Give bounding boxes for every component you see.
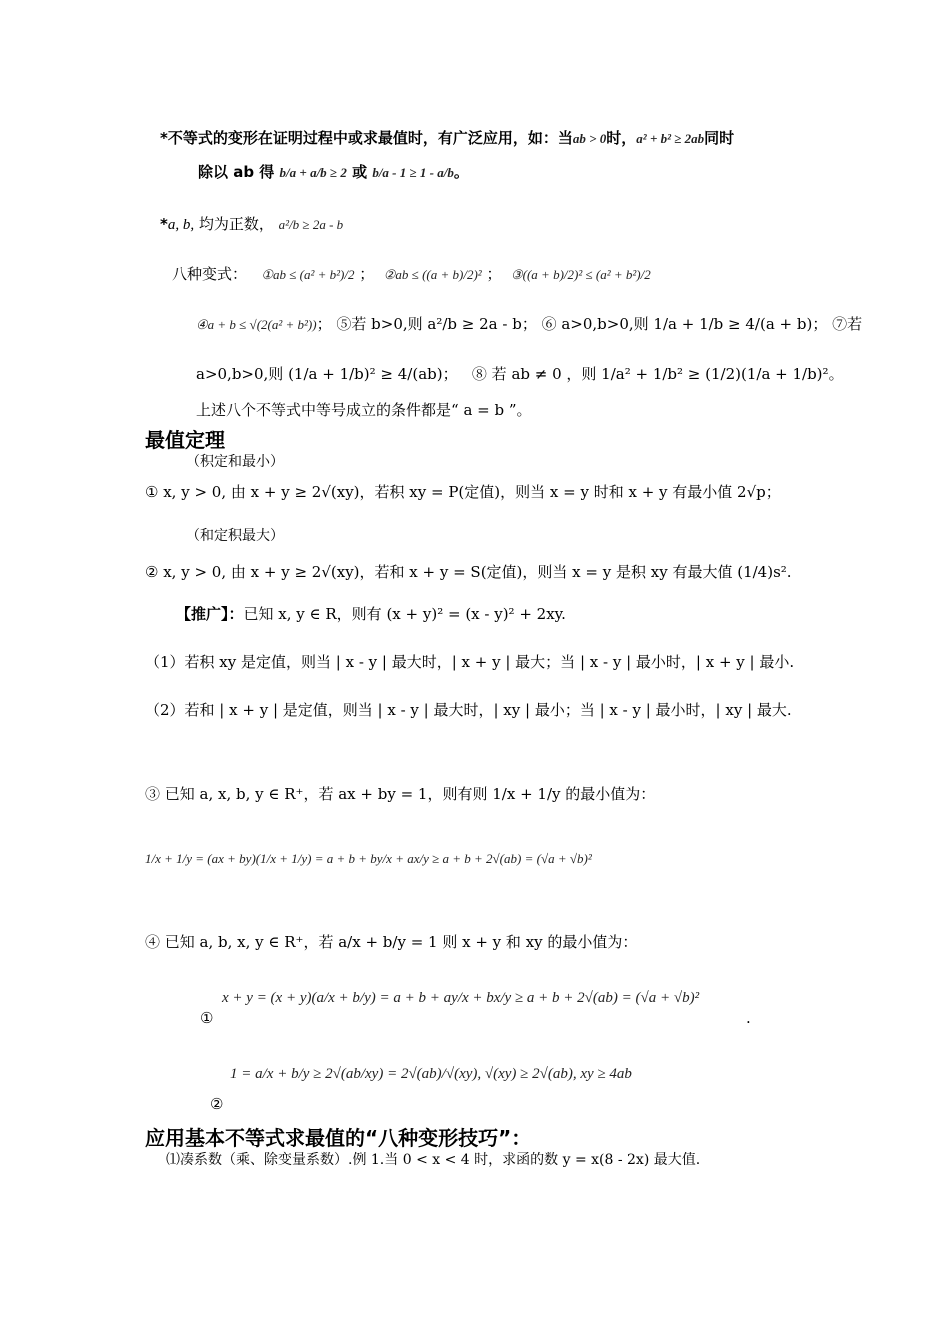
section-title-theorem: 最值定理 [145,428,225,452]
intro-condition: ab > 0 [572,131,607,146]
eight-variants-label: 八种变式： [172,265,248,283]
intro-formula-1: b/a + a/b ≥ 2 [279,165,347,180]
variant-6: ⑥ a>0,b>0,则 1/a + 1/b ≥ 4/(a + b) [541,315,813,333]
positive-text: 均为正数， [194,215,274,233]
intro-formula-2: b/a - 1 ≥ 1 - a/b [372,165,454,180]
variant-8: ⑧ 若 ab ≠ 0 ，则 1/a² + 1/b² ≥ (1/2)(1/a + 1/b)² [471,365,829,383]
theorem-item-1: ① x, y > 0, 由 x + y ≥ 2√(xy)，若积 xy = P(定值)，则当 x = y 时和 x + y 有最小值 2√p； [145,483,781,501]
intro-inequality: a² + b² ≥ 2ab [636,131,705,146]
theorem-sub-2: （和定积最大） [186,528,284,544]
trick-1: ⑴凑系数（乘、除变量系数）.例 1.当 0 < x < 4 时，求函的数 y = x(8 - 2x) 最大值. [166,1152,701,1168]
intro-text-b: 时， [606,129,637,147]
equality-condition: 上述八个不等式中等号成立的条件都是“ a = b ”。 [196,401,532,419]
theorem-item-4: ④ 已知 a, b, x, y ∈ R⁺，若 a/x + b/y = 1 则 x + y 和 xy 的最小值为： [145,933,638,951]
equation-4-1-number: ① [200,1009,214,1027]
variant-2: ②ab ≤ ((a + b)/2)² [383,267,482,282]
theorem-item-2: ② x, y > 0, 由 x + y ≥ 2√(xy)，若和 x + y = S(定值)，则当 x = y 是积 xy 有最大值 (1/4)s². [145,563,792,581]
equation-3-text: 1/x + 1/y = (ax + by)(1/x + 1/y) = a + b + by/x + ax/y ≥ a + b + 2√(ab) = (√a + √b)² [145,851,592,866]
star-bullet: * [160,215,168,233]
section-title-tricks: 应用基本不等式求最值的“八种变形技巧”： [145,1126,532,1150]
variant-3: ③((a + b)/2)² ≤ (a² + b²)/2 [510,267,651,282]
intro-text-a: *不等式的变形在证明过程中或求最值时，有广泛应用，如：当 [160,129,573,147]
extension-line [176,604,566,624]
theorem-sub-1: （积定和最小） [186,454,284,470]
intro-or: 或 [352,163,368,181]
intro-divide-text: 除以 ab 得 [198,163,275,181]
positive-numbers-line [160,214,343,235]
eight-variants-row-3: a>0,b>0,则 (1/a + 1/b)² ≥ 4/(ab)； ⑧ 若 ab ≠ 0 ，则 1/a² + 1/b² ≥ (1/2)(1/a + 1/b)²。 [196,365,844,383]
eight-variants-row-2: ④a + b ≤ √(2(a² + b²))； ⑤若 b>0,则 a²/b ≥ 2a - b； ⑥ a>0,b>0,则 1/a + 1/b ≥ 4/(a + b)； ⑦若 [196,315,863,333]
variant-5: ⑤若 b>0,则 a²/b ≥ 2a - b [336,315,522,333]
equation-3 [145,848,592,869]
intro-line-2 [198,162,469,183]
variant-7: a>0,b>0,则 (1/a + 1/b)² ≥ 4/(ab) [196,365,443,383]
intro-text-c: 同时 [704,129,735,147]
equation-4-1-end: . [746,1009,751,1027]
intro-end: 。 [453,163,469,181]
equation-4-2-number: ② [210,1095,224,1113]
equation-4-1-text: x + y = (x + y)(a/x + b/y) = a + b + ay/x + bx/y ≥ a + b + 2√(ab) = (√a + √b)² [222,990,700,1006]
variant-4: ④a + b ≤ √(2(a² + b²)) [196,317,317,332]
variant-1: ①ab ≤ (a² + b²)/2 [261,267,355,282]
eight-variants-row-1: 八种变式： ①ab ≤ (a² + b²)/2 ； ②ab ≤ ((a + b)/2)² ； ③((a + b)/2)² ≤ (a² + b²)/2 [172,265,651,283]
variant-7-lead: ⑦若 [832,315,863,333]
extension-text: 已知 x, y ∈ R，则有 (x + y)² = (x - y)² + 2xy. [243,605,566,623]
intro-line-1 [160,128,734,149]
vars-ab: a, b, [167,217,195,233]
positive-inequality: a²/b ≥ 2a - b [278,217,344,232]
extension-case-1: （1）若积 xy 是定值，则当 | x - y | 最大时，| x + y | 最大；当 | x - y | 最小时，| x + y | 最小. [145,653,795,671]
extension-label: 【推广】： [176,605,244,623]
theorem-item-3: ③ 已知 a, x, b, y ∈ R⁺，若 ax + by = 1，则有则 1/x + 1/y 的最小值为： [145,785,656,803]
extension-case-2: （2）若和 | x + y | 是定值，则当 | x - y | 最大时，| xy | 最小；当 | x - y | 最小时，| xy | 最大. [145,701,792,719]
equation-4-2-text: 1 = a/x + b/y ≥ 2√(ab/xy) = 2√(ab)/√(xy), √(xy) ≥ 2√(ab), xy ≥ 4ab [230,1066,632,1082]
